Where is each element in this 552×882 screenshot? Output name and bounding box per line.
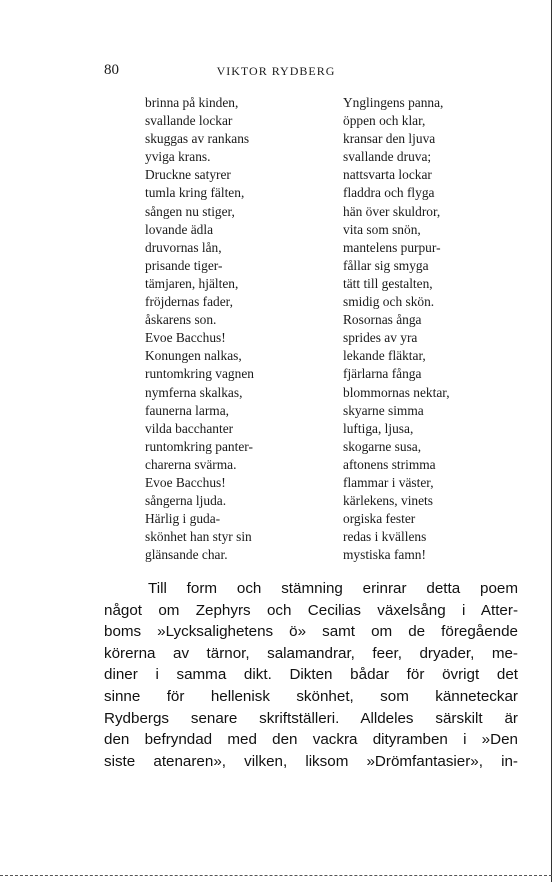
prose-line: Till form och stämning erinrar detta poem (148, 580, 518, 597)
page-edge-bottom (0, 875, 552, 876)
poem-line: Evoe Bacchus! (145, 330, 226, 346)
poem-line: runtomkring vagnen (145, 366, 254, 382)
poem-line: Konungen nalkas, (145, 348, 242, 364)
page-number: 80 (104, 62, 119, 78)
poem-line: Rosornas ånga (343, 312, 422, 328)
poem-line: prisande tiger- (145, 257, 223, 273)
poem-line: lovande ädla (145, 221, 214, 237)
prose-line: körerna av tärnor, salamandrar, feer, dryader, me- (104, 644, 518, 662)
poem-line: Ynglingens panna, (343, 95, 444, 110)
poem-line: mystiska famn! (343, 547, 426, 563)
poem-line: fröjdernas fader, (145, 294, 233, 310)
poem-line: Härlig i guda- (145, 511, 221, 527)
poem-line: Evoe Bacchus! (145, 474, 226, 490)
prose-line: något om Zephyrs och Cecilias växelsång i Atter- (104, 601, 518, 619)
poem-line: kärlekens, vinets (343, 493, 433, 509)
poem-line: vilda bacchanter (145, 420, 234, 436)
poem-line: tämjaren, hjälten, (145, 275, 239, 291)
poem-line: druvornas lån, (145, 239, 222, 255)
poem-line: faunerna larma, (145, 402, 230, 418)
poem-line: smidig och skön. (343, 294, 435, 310)
poem-line: aftonens strimma (343, 456, 436, 472)
poem-line: skogarne susa, (343, 438, 422, 454)
poem-line: sången nu stiger, (145, 203, 235, 219)
poem-line: tumla kring fälten, (145, 185, 245, 201)
poem-line: charerna svärma. (145, 456, 237, 472)
poem-line: nymferna skalkas, (145, 384, 243, 400)
poem-line: skyarne simma (343, 402, 424, 418)
poem-line: redas i kvällens (343, 529, 427, 545)
prose-line: boms »Lycksalighetens ö» samt om de föregående (104, 623, 518, 641)
poem-line: skönhet han styr sin (145, 529, 252, 545)
poem-line: sprides av yra (343, 330, 418, 346)
poem-line: Druckne satyrer (145, 167, 231, 183)
prose-line: den befryndad med den vackra dityramben i »Den (104, 731, 518, 749)
running-title: VIKTOR RYDBERG (216, 64, 336, 78)
prose-paragraph (104, 578, 518, 772)
poem-line: nattsvarta lockar (343, 167, 432, 183)
prose-line: sinne för hellenisk skönhet, som känneteckar (104, 687, 518, 705)
poem-line: svallande druva; (343, 149, 432, 165)
poem-line: flammar i väster, (343, 474, 434, 490)
poem-line: runtomkring panter- (145, 438, 253, 454)
poem-line: hän över skuldror, (343, 203, 441, 219)
poem-line: mantelens purpur- (343, 239, 441, 255)
poem-line: lekande fläktar, (343, 348, 426, 364)
poem-line: luftiga, ljusa, (343, 420, 414, 436)
poem-right-column (343, 94, 450, 564)
poem-line: öppen och klar, (343, 113, 426, 129)
poem-line: orgiska fester (343, 511, 416, 527)
prose-line: diner i samma dikt. Dikten bådar för övrigt det (104, 666, 518, 684)
poem-line: sångerna ljuda. (145, 493, 227, 509)
poem-line: fjärlarna fånga (343, 366, 422, 382)
poem-line: svallande lockar (145, 113, 233, 129)
poem-line: brinna på kinden, (145, 95, 239, 110)
poem-line: blommornas nektar, (343, 384, 450, 400)
poem-line: åskarens son. (145, 312, 217, 328)
poem-line: yviga krans. (145, 149, 211, 165)
prose-line: siste atenaren», vilken, liksom »Drömfantasier», in- (104, 752, 518, 770)
poem-line: vita som snön, (343, 221, 421, 237)
poem-line: fladdra och flyga (343, 185, 435, 201)
poem-line: kransar den ljuva (343, 131, 436, 147)
poem-line: fållar sig smyga (343, 257, 429, 273)
poem-line: tätt till gestalten, (343, 275, 433, 291)
poem-line: glänsande char. (145, 547, 228, 563)
poem-line: skuggas av rankans (145, 131, 250, 147)
prose-line: Rydbergs senare skriftställeri. Alldeles särskilt är (104, 709, 518, 727)
poem-left-column (145, 94, 254, 564)
